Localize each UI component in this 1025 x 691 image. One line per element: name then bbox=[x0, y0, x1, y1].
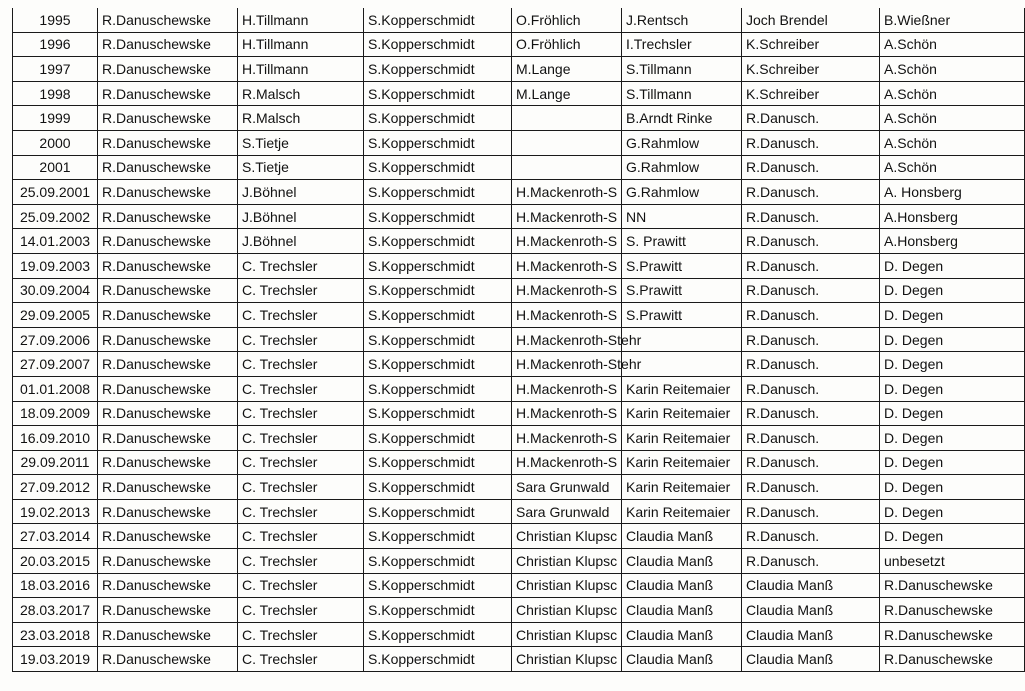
date-cell: 19.03.2019 bbox=[13, 647, 98, 672]
name-cell: S.Kopperschmidt bbox=[364, 81, 512, 106]
name-cell: S.Kopperschmidt bbox=[364, 524, 512, 549]
table-row bbox=[13, 204, 1025, 229]
name-cell: A.Schön bbox=[880, 130, 1025, 155]
date-cell: 25.09.2002 bbox=[13, 204, 98, 229]
name-cell: B.Wießner bbox=[880, 8, 1025, 32]
name-cell: S.Kopperschmidt bbox=[364, 204, 512, 229]
name-cell: R.Danuschewske bbox=[98, 524, 238, 549]
name-cell bbox=[512, 130, 622, 155]
name-cell: R.Danuschewske bbox=[98, 376, 238, 401]
name-cell: R.Danusch. bbox=[742, 549, 880, 574]
name-cell: S.Kopperschmidt bbox=[364, 499, 512, 524]
name-cell: R.Danusch. bbox=[742, 253, 880, 278]
name-cell: Karin Reitemaier bbox=[622, 426, 742, 451]
name-cell: H.Tillmann bbox=[238, 57, 364, 82]
name-cell: D. Degen bbox=[880, 278, 1025, 303]
name-cell: S.Kopperschmidt bbox=[364, 278, 512, 303]
name-cell: Christian Klupsc bbox=[512, 549, 622, 574]
name-cell: R.Danusch. bbox=[742, 450, 880, 475]
date-cell: 1996 bbox=[13, 32, 98, 57]
name-cell: S.Kopperschmidt bbox=[364, 8, 512, 32]
name-cell: R.Danusch. bbox=[742, 278, 880, 303]
name-cell: D. Degen bbox=[880, 352, 1025, 377]
name-cell: D. Degen bbox=[880, 401, 1025, 426]
name-cell: H.Mackenroth-S bbox=[512, 450, 622, 475]
name-cell: R.Danuschewske bbox=[98, 155, 238, 180]
name-cell: R.Danusch. bbox=[742, 475, 880, 500]
name-cell: R.Danuschewske bbox=[98, 8, 238, 32]
table-row bbox=[13, 426, 1025, 451]
name-cell: Christian Klupsc bbox=[512, 598, 622, 623]
name-cell: R.Danusch. bbox=[742, 352, 880, 377]
date-cell: 16.09.2010 bbox=[13, 426, 98, 451]
name-cell: R.Danuschewske bbox=[98, 303, 238, 328]
name-cell: S.Kopperschmidt bbox=[364, 549, 512, 574]
date-cell: 1997 bbox=[13, 57, 98, 82]
name-cell: C. Trechsler bbox=[238, 573, 364, 598]
name-cell: H.Mackenroth-S bbox=[512, 180, 622, 205]
name-cell: S.Kopperschmidt bbox=[364, 647, 512, 672]
name-cell: S.Kopperschmidt bbox=[364, 106, 512, 131]
name-cell: H.Mackenroth-S bbox=[512, 303, 622, 328]
name-cell: C. Trechsler bbox=[238, 376, 364, 401]
name-cell: R.Danuschewske bbox=[880, 573, 1025, 598]
name-cell: M.Lange bbox=[512, 57, 622, 82]
name-cell: A. Honsberg bbox=[880, 180, 1025, 205]
name-cell: Claudia Manß bbox=[622, 549, 742, 574]
name-cell: R.Danuschewske bbox=[98, 81, 238, 106]
name-cell bbox=[512, 106, 622, 131]
name-cell: S.Kopperschmidt bbox=[364, 253, 512, 278]
name-cell: C. Trechsler bbox=[238, 450, 364, 475]
name-cell: Claudia Manß bbox=[622, 622, 742, 647]
name-cell: R.Danuschewske bbox=[98, 401, 238, 426]
name-cell: C. Trechsler bbox=[238, 549, 364, 574]
table-row bbox=[13, 352, 1025, 377]
name-cell: Claudia Manß bbox=[622, 598, 742, 623]
name-cell: S. Prawitt bbox=[622, 229, 742, 254]
name-cell: H.Mackenroth-S bbox=[512, 204, 622, 229]
name-cell: R.Danuschewske bbox=[98, 180, 238, 205]
name-cell: R.Danusch. bbox=[742, 401, 880, 426]
name-cell: S.Kopperschmidt bbox=[364, 327, 512, 352]
table-row bbox=[13, 180, 1025, 205]
name-cell: R.Danuschewske bbox=[98, 352, 238, 377]
date-cell: 1999 bbox=[13, 106, 98, 131]
date-cell: 23.03.2018 bbox=[13, 622, 98, 647]
name-cell: S.Kopperschmidt bbox=[364, 229, 512, 254]
name-cell: R.Danuschewske bbox=[98, 475, 238, 500]
name-cell: Claudia Manß bbox=[742, 573, 880, 598]
table-row bbox=[13, 8, 1025, 32]
name-cell: R.Danusch. bbox=[742, 303, 880, 328]
name-cell: R.Danuschewske bbox=[98, 57, 238, 82]
table-row bbox=[13, 376, 1025, 401]
name-cell: A.Honsberg bbox=[880, 229, 1025, 254]
name-cell: H.Mackenroth-S bbox=[512, 376, 622, 401]
name-cell: R.Danuschewske bbox=[98, 450, 238, 475]
name-cell: Sara Grunwald bbox=[512, 475, 622, 500]
name-cell: R.Danuschewske bbox=[98, 130, 238, 155]
table-row bbox=[13, 57, 1025, 82]
name-cell: Karin Reitemaier bbox=[622, 376, 742, 401]
name-cell: B.Arndt Rinke bbox=[622, 106, 742, 131]
name-cell: J.Böhnel bbox=[238, 180, 364, 205]
date-cell: 19.02.2013 bbox=[13, 499, 98, 524]
name-cell: Claudia Manß bbox=[622, 573, 742, 598]
name-cell: S.Tillmann bbox=[622, 81, 742, 106]
name-cell: J.Rentsch bbox=[622, 8, 742, 32]
name-cell: C. Trechsler bbox=[238, 303, 364, 328]
date-cell: 14.01.2003 bbox=[13, 229, 98, 254]
date-cell: 28.03.2017 bbox=[13, 598, 98, 623]
date-cell: 27.03.2014 bbox=[13, 524, 98, 549]
name-cell: R.Danusch. bbox=[742, 180, 880, 205]
name-cell: C. Trechsler bbox=[238, 278, 364, 303]
name-cell: R.Danuschewske bbox=[98, 426, 238, 451]
date-cell: 1998 bbox=[13, 81, 98, 106]
date-cell: 29.09.2011 bbox=[13, 450, 98, 475]
table-row bbox=[13, 81, 1025, 106]
date-cell: 27.09.2006 bbox=[13, 327, 98, 352]
name-cell: H.Tillmann bbox=[238, 8, 364, 32]
name-cell: O.Fröhlich bbox=[512, 32, 622, 57]
name-cell: S.Kopperschmidt bbox=[364, 180, 512, 205]
name-cell: C. Trechsler bbox=[238, 327, 364, 352]
name-cell: H.Mackenroth-S bbox=[512, 426, 622, 451]
name-cell: R.Danusch. bbox=[742, 229, 880, 254]
name-cell: D. Degen bbox=[880, 303, 1025, 328]
name-cell: Karin Reitemaier bbox=[622, 499, 742, 524]
name-cell: D. Degen bbox=[880, 450, 1025, 475]
table-row bbox=[13, 450, 1025, 475]
table-row bbox=[13, 278, 1025, 303]
name-cell: Christian Klupsc bbox=[512, 647, 622, 672]
name-cell: K.Schreiber bbox=[742, 57, 880, 82]
name-cell: S.Kopperschmidt bbox=[364, 57, 512, 82]
name-cell: R.Danuschewske bbox=[98, 549, 238, 574]
name-cell: D. Degen bbox=[880, 426, 1025, 451]
name-cell: A.Honsberg bbox=[880, 204, 1025, 229]
name-cell: G.Rahmlow bbox=[622, 155, 742, 180]
name-cell: R.Danuschewske bbox=[98, 204, 238, 229]
name-cell: G.Rahmlow bbox=[622, 180, 742, 205]
name-cell: R.Danusch. bbox=[742, 327, 880, 352]
name-cell: S.Kopperschmidt bbox=[364, 622, 512, 647]
name-cell: R.Danuschewske bbox=[880, 647, 1025, 672]
name-cell: R.Danuschewske bbox=[98, 573, 238, 598]
date-cell: 2000 bbox=[13, 130, 98, 155]
name-cell: A.Schön bbox=[880, 155, 1025, 180]
name-cell: O.Fröhlich bbox=[512, 8, 622, 32]
name-cell: C. Trechsler bbox=[238, 499, 364, 524]
name-cell: R.Danusch. bbox=[742, 499, 880, 524]
name-cell: unbesetzt bbox=[880, 549, 1025, 574]
table-row bbox=[13, 647, 1025, 672]
name-cell: S.Kopperschmidt bbox=[364, 376, 512, 401]
name-cell: R.Danuschewske bbox=[98, 106, 238, 131]
name-cell: R.Danusch. bbox=[742, 426, 880, 451]
name-cell: C. Trechsler bbox=[238, 426, 364, 451]
name-cell: R.Danuschewske bbox=[98, 253, 238, 278]
name-cell: Claudia Manß bbox=[742, 647, 880, 672]
roster-table-body bbox=[13, 8, 1025, 672]
name-cell: A.Schön bbox=[880, 32, 1025, 57]
name-cell: S.Kopperschmidt bbox=[364, 130, 512, 155]
table-row bbox=[13, 106, 1025, 131]
name-cell: C. Trechsler bbox=[238, 401, 364, 426]
date-cell: 25.09.2001 bbox=[13, 180, 98, 205]
name-cell: S.Kopperschmidt bbox=[364, 303, 512, 328]
name-cell: K.Schreiber bbox=[742, 32, 880, 57]
name-cell: H.Mackenroth-Stehr bbox=[512, 352, 622, 377]
name-cell: R.Danusch. bbox=[742, 130, 880, 155]
name-cell: H.Mackenroth-S bbox=[512, 401, 622, 426]
date-cell: 27.09.2012 bbox=[13, 475, 98, 500]
name-cell: H.Mackenroth-S bbox=[512, 253, 622, 278]
name-cell: R.Danusch. bbox=[742, 155, 880, 180]
name-cell: C. Trechsler bbox=[238, 647, 364, 672]
name-cell: S.Kopperschmidt bbox=[364, 32, 512, 57]
name-cell: R.Danuschewske bbox=[98, 622, 238, 647]
name-cell: S.Tillmann bbox=[622, 57, 742, 82]
name-cell: J.Böhnel bbox=[238, 229, 364, 254]
name-cell: S.Kopperschmidt bbox=[364, 598, 512, 623]
name-cell: S.Tietje bbox=[238, 155, 364, 180]
name-cell: R.Danuschewske bbox=[880, 622, 1025, 647]
name-cell: S.Tietje bbox=[238, 130, 364, 155]
name-cell: Claudia Manß bbox=[742, 598, 880, 623]
name-cell: D. Degen bbox=[880, 524, 1025, 549]
date-cell: 1995 bbox=[13, 8, 98, 32]
board-roster-table bbox=[12, 8, 1025, 672]
name-cell: H.Mackenroth-Stehr bbox=[512, 327, 622, 352]
name-cell: S.Prawitt bbox=[622, 278, 742, 303]
name-cell: R.Malsch bbox=[238, 106, 364, 131]
name-cell: H.Tillmann bbox=[238, 32, 364, 57]
name-cell: S.Kopperschmidt bbox=[364, 450, 512, 475]
name-cell: M.Lange bbox=[512, 81, 622, 106]
name-cell: C. Trechsler bbox=[238, 352, 364, 377]
table-row bbox=[13, 475, 1025, 500]
name-cell: C. Trechsler bbox=[238, 524, 364, 549]
date-cell: 30.09.2004 bbox=[13, 278, 98, 303]
name-cell: S.Kopperschmidt bbox=[364, 401, 512, 426]
table-row bbox=[13, 524, 1025, 549]
name-cell: R.Danusch. bbox=[742, 524, 880, 549]
name-cell: R.Danuschewske bbox=[98, 499, 238, 524]
name-cell: G.Rahmlow bbox=[622, 130, 742, 155]
table-row bbox=[13, 130, 1025, 155]
name-cell: R.Danuschewske bbox=[98, 32, 238, 57]
date-cell: 29.09.2005 bbox=[13, 303, 98, 328]
date-cell: 18.09.2009 bbox=[13, 401, 98, 426]
name-cell: Joch Brendel bbox=[742, 8, 880, 32]
name-cell: C. Trechsler bbox=[238, 622, 364, 647]
name-cell: Christian Klupsc bbox=[512, 524, 622, 549]
name-cell: S.Kopperschmidt bbox=[364, 475, 512, 500]
table-row bbox=[13, 327, 1025, 352]
name-cell: S.Prawitt bbox=[622, 253, 742, 278]
date-cell: 2001 bbox=[13, 155, 98, 180]
name-cell: Karin Reitemaier bbox=[622, 450, 742, 475]
name-cell: R.Malsch bbox=[238, 81, 364, 106]
name-cell: Claudia Manß bbox=[622, 524, 742, 549]
table-row bbox=[13, 499, 1025, 524]
name-cell: D. Degen bbox=[880, 253, 1025, 278]
name-cell: D. Degen bbox=[880, 499, 1025, 524]
date-cell: 20.03.2015 bbox=[13, 549, 98, 574]
table-row bbox=[13, 155, 1025, 180]
date-cell: 18.03.2016 bbox=[13, 573, 98, 598]
table-row bbox=[13, 229, 1025, 254]
name-cell: Claudia Manß bbox=[742, 622, 880, 647]
table-row bbox=[13, 303, 1025, 328]
name-cell: S.Kopperschmidt bbox=[364, 573, 512, 598]
name-cell: R.Danusch. bbox=[742, 106, 880, 131]
name-cell: Sara Grunwald bbox=[512, 499, 622, 524]
name-cell: R.Danuschewske bbox=[98, 598, 238, 623]
name-cell: R.Danuschewske bbox=[98, 327, 238, 352]
name-cell: R.Danusch. bbox=[742, 376, 880, 401]
name-cell: Karin Reitemaier bbox=[622, 401, 742, 426]
name-cell: C. Trechsler bbox=[238, 598, 364, 623]
name-cell: Christian Klupsc bbox=[512, 573, 622, 598]
name-cell: A.Schön bbox=[880, 106, 1025, 131]
name-cell: A.Schön bbox=[880, 57, 1025, 82]
name-cell: D. Degen bbox=[880, 475, 1025, 500]
name-cell: C. Trechsler bbox=[238, 253, 364, 278]
name-cell: S.Kopperschmidt bbox=[364, 352, 512, 377]
name-cell: R.Danuschewske bbox=[98, 647, 238, 672]
table-row bbox=[13, 401, 1025, 426]
name-cell: S.Kopperschmidt bbox=[364, 426, 512, 451]
table-row bbox=[13, 573, 1025, 598]
name-cell: R.Danusch. bbox=[742, 204, 880, 229]
date-cell: 01.01.2008 bbox=[13, 376, 98, 401]
name-cell: D. Degen bbox=[880, 327, 1025, 352]
name-cell: S.Prawitt bbox=[622, 303, 742, 328]
name-cell: Christian Klupsc bbox=[512, 622, 622, 647]
name-cell: R.Danuschewske bbox=[98, 229, 238, 254]
name-cell: K.Schreiber bbox=[742, 81, 880, 106]
name-cell: H.Mackenroth-S bbox=[512, 278, 622, 303]
name-cell: S.Kopperschmidt bbox=[364, 155, 512, 180]
name-cell: I.Trechsler bbox=[622, 32, 742, 57]
name-cell: Karin Reitemaier bbox=[622, 475, 742, 500]
name-cell: Claudia Manß bbox=[622, 647, 742, 672]
name-cell: J.Böhnel bbox=[238, 204, 364, 229]
table-row bbox=[13, 598, 1025, 623]
name-cell: R.Danuschewske bbox=[880, 598, 1025, 623]
table-row bbox=[13, 622, 1025, 647]
name-cell bbox=[512, 155, 622, 180]
name-cell: C. Trechsler bbox=[238, 475, 364, 500]
name-cell: D. Degen bbox=[880, 376, 1025, 401]
name-cell: H.Mackenroth-S bbox=[512, 229, 622, 254]
table-row bbox=[13, 32, 1025, 57]
date-cell: 27.09.2007 bbox=[13, 352, 98, 377]
name-cell: NN bbox=[622, 204, 742, 229]
name-cell: R.Danuschewske bbox=[98, 278, 238, 303]
name-cell: A.Schön bbox=[880, 81, 1025, 106]
table-row bbox=[13, 549, 1025, 574]
table-row bbox=[13, 253, 1025, 278]
date-cell: 19.09.2003 bbox=[13, 253, 98, 278]
